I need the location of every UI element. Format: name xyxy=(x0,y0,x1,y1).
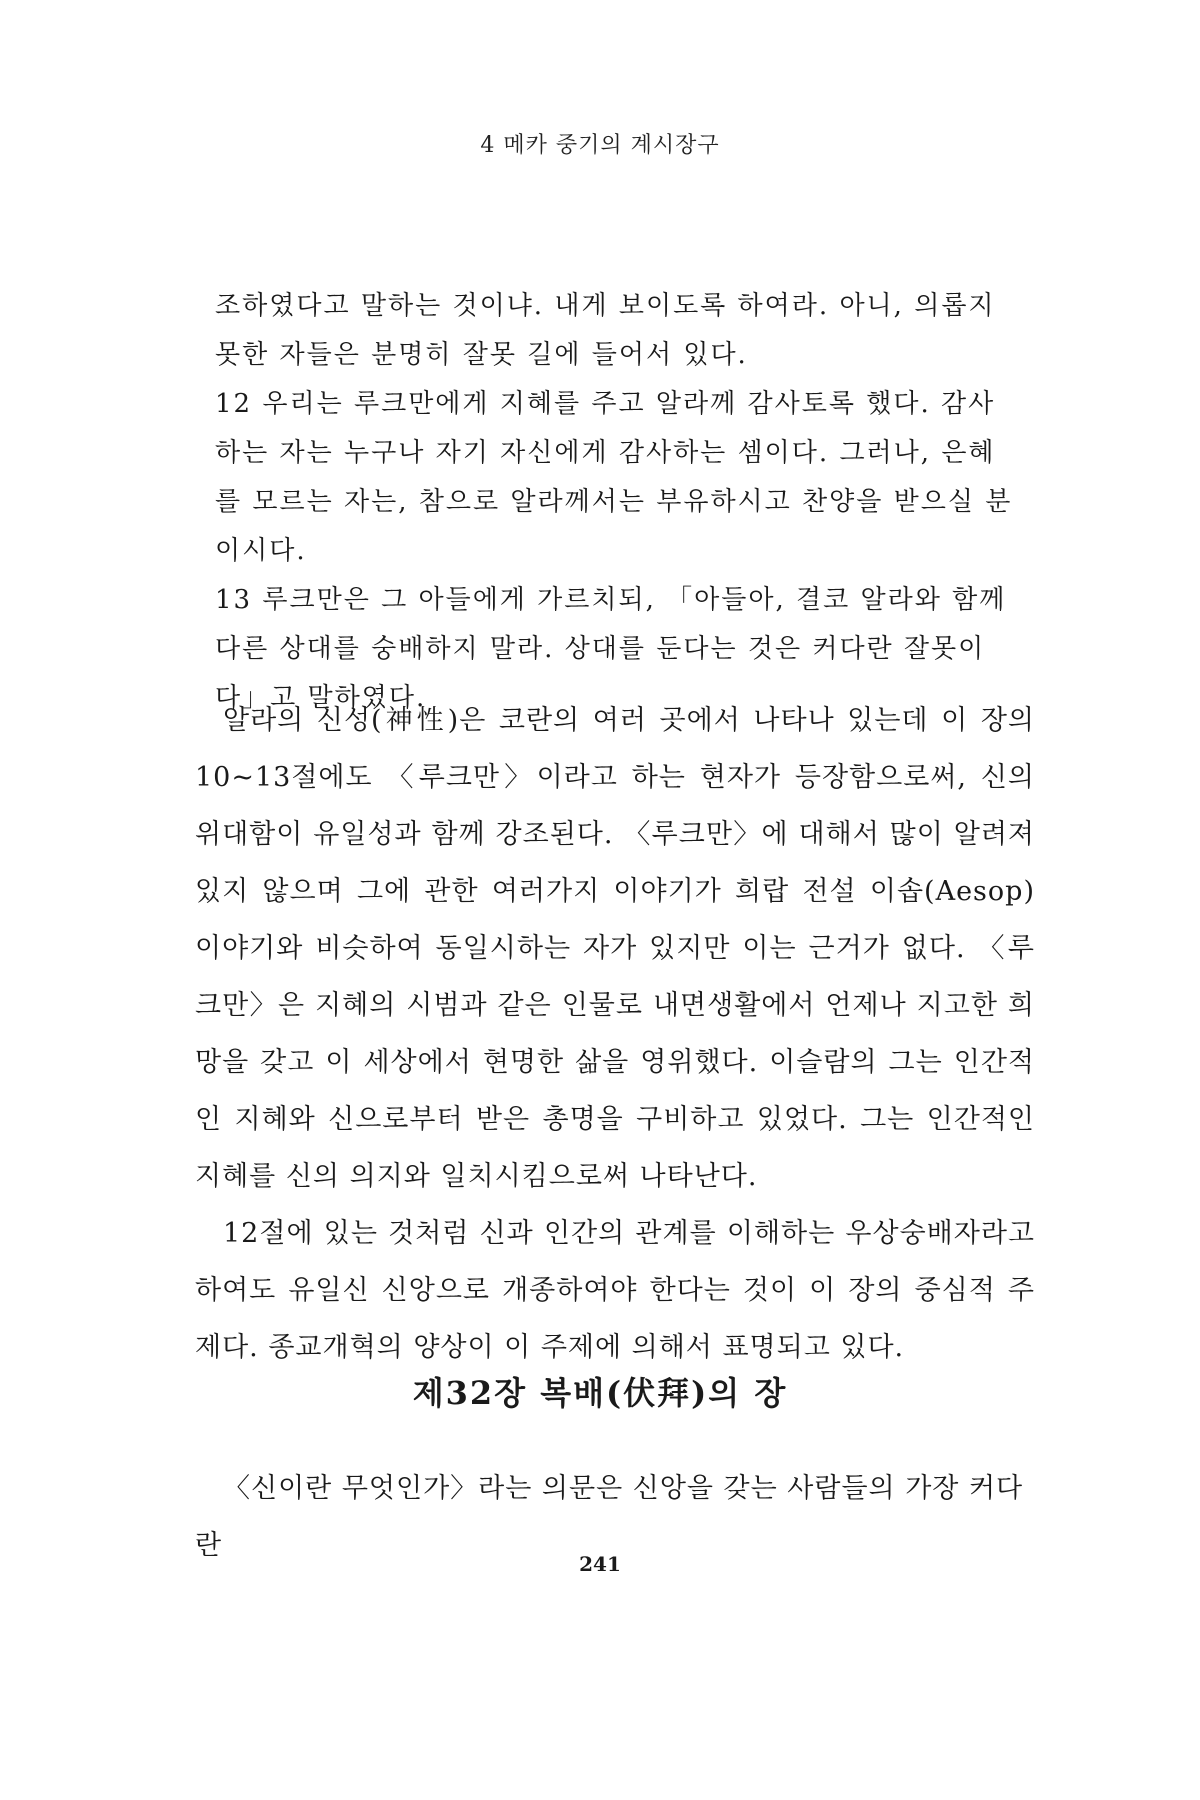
chapter-opening-line: 〈신이란 무엇인가〉라는 의문은 신앙을 갖는 사람들의 가장 커다란 xyxy=(195,1473,1024,1561)
quote-paragraph: 13 루크만은 그 아들에게 가르치되, 「아들아, 결코 알라와 함께 다른 상대를 숭배하지 말라. 상대를 둔다는 것은 커다란 잘못이다」고 말하였다. xyxy=(215,585,1007,713)
quote-paragraph: 12 우리는 루크만에게 지혜를 주고 알라께 감사토록 했다. 감사하는 자는 누구나 자기 자신에게 감사하는 셈이다. 그러나, 은혜를 모르는 자는, 참으로 알라께서는 부유하시고 찬양을 받으실 분이시다. xyxy=(215,389,1013,566)
running-header: 4 메카 중기의 계시장구 xyxy=(480,133,720,158)
quote-paragraph: 조하였다고 말하는 것이냐. 내게 보이도록 하여라. 아니, 의롭지 못한 자들은 분명히 잘못 길에 들어서 있다. xyxy=(215,291,996,370)
page-number: 241 xyxy=(579,1552,621,1576)
commentary-paragraph: 알라의 신성(神性)은 코란의 여러 곳에서 나타나 있는데 이 장의 10~13절에도 〈루크만〉이라고 하는 현자가 등장함으로써, 신의 위대함이 유일성과 함께 강조된다. 〈루크만〉에 대해서 많이 알려져 있지 않으며 그에 관한 여러가지 이야기가 희랍 전설 이솝(Aesop) 이야기와 비슷하여 동일시하는 자가 있지만 이는 근거가 없다. 〈루크만〉은 지혜의 시범과 같은 인물로 내면생활에서 언제나 지고한 희망을 갖고 이 세상에서 현명한 삶을 영위했다. 이슬람의 그는 인간적인 지혜와 신으로부터 받은 총명을 구비하고 있었다. 그는 인간적인 지혜를 신의 의지와 일치시킴으로써 나타난다. xyxy=(195,705,1035,1192)
commentary-paragraph: 12절에 있는 것처럼 신과 인간의 관계를 이해하는 우상숭배자라고 하여도 유일신 신앙으로 개종하여야 한다는 것이 이 장의 중심적 주제다. 종교개혁의 양상이 이 주제에 의해서 표명되고 있다. xyxy=(195,1218,1035,1363)
commentary-section xyxy=(195,692,1035,1376)
chapter-heading: 제32장 복배(伏拜)의 장 xyxy=(412,1374,788,1412)
scripture-quote-block xyxy=(215,282,1015,723)
